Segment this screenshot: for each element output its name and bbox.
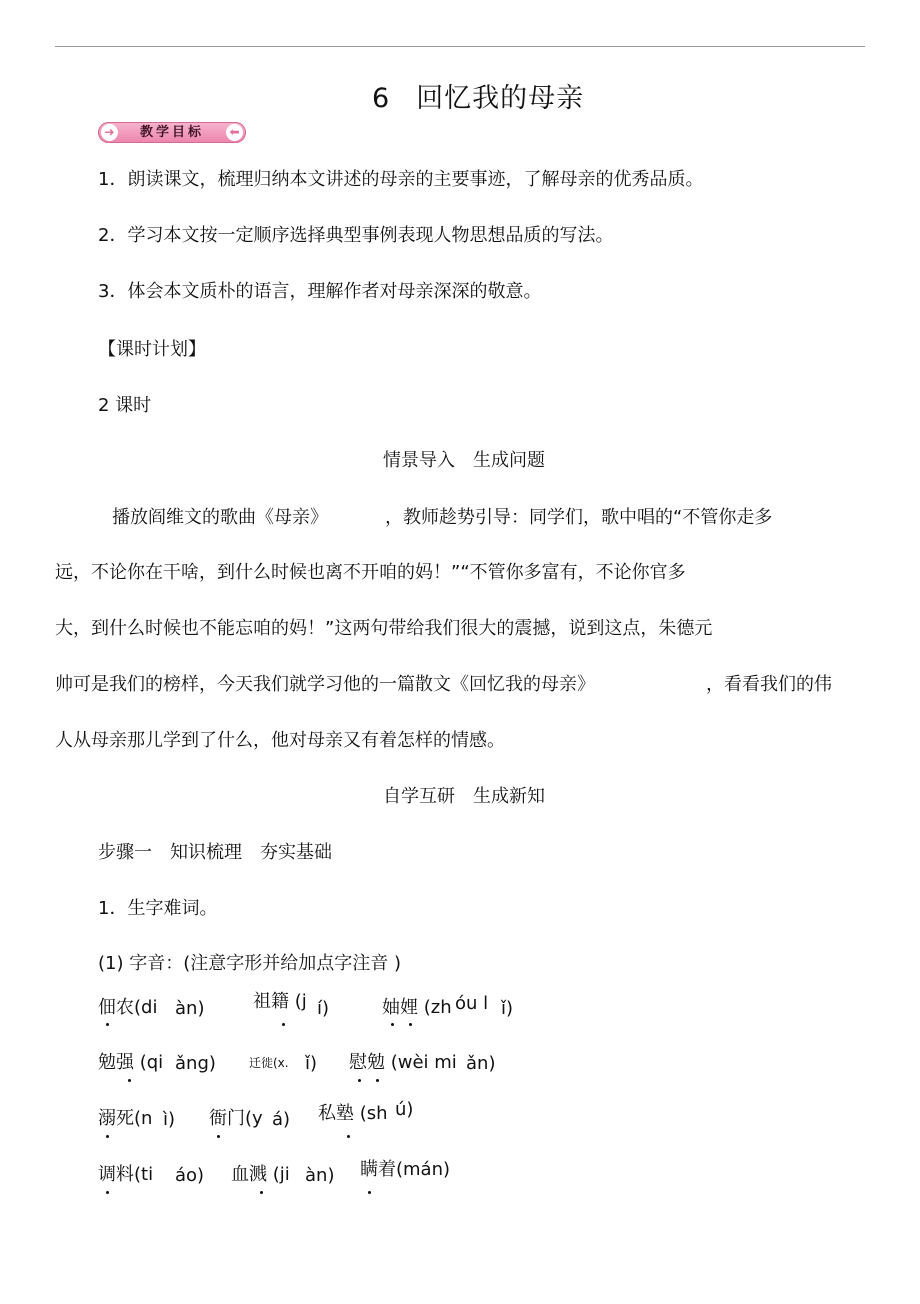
lesson-title [372, 76, 584, 115]
word-pinyin: àn) [175, 998, 205, 1019]
badge-label: 教学目标 [139, 125, 204, 140]
word-item: 溺死(n [98, 1108, 153, 1129]
word-pinyin: óu l [455, 993, 489, 1014]
lesson-title-text: 回忆我的母亲 [416, 83, 585, 114]
word-item: 妯娌 (zh [382, 997, 452, 1018]
section-heading-intro: 情景导入 生成问题 [383, 450, 545, 471]
lesson-number: 6 [372, 83, 391, 114]
emphasis-dot [106, 1135, 109, 1138]
emphasis-dot [128, 1079, 131, 1082]
word-pinyin: í) [317, 998, 330, 1019]
word-item: 佃农(di [98, 997, 158, 1018]
word-item: 迁徙(x. [249, 1056, 289, 1070]
goal-3: 3．体会本文质朴的语言，理解作者对母亲深深的敬意。 [98, 281, 542, 302]
intro-line: 人从母亲那儿学到了什么，他对母亲又有着怎样的情感。 [55, 730, 505, 751]
word-pinyin: ǎng) [175, 1053, 216, 1074]
intro-line: ，看看我们的伟 [706, 674, 832, 695]
item-vocabulary: 1．生字难词。 [98, 898, 218, 919]
emphasis-dot [409, 1023, 412, 1026]
word-pinyin: á) [272, 1109, 291, 1130]
word-item: 血溅 (ji [231, 1164, 290, 1185]
emphasis-dot [282, 1023, 285, 1026]
step-one-heading: 步骤一 知识梳理 夯实基础 [98, 842, 332, 863]
word-item: 调料(ti [98, 1164, 154, 1185]
goal-1: 1．朗读课文，梳理归纳本文讲述的母亲的主要事迹，了解母亲的优秀品质。 [98, 169, 704, 190]
word-pinyin: ú) [395, 1099, 414, 1120]
emphasis-dot [106, 1191, 109, 1194]
word-pinyin: ǐ) [501, 998, 514, 1019]
word-pinyin: ì) [163, 1109, 176, 1130]
header-rule [55, 46, 865, 47]
word-pinyin: ǎn) [466, 1053, 496, 1074]
emphasis-dot [358, 1079, 361, 1082]
intro-line: 大，到什么时候也不能忘咱的妈！”这两句带给我们很大的震撼，说到这点，朱德元 [55, 618, 713, 639]
word-item: 私塾 (sh [318, 1103, 388, 1124]
arrow-left-icon: ⬅ [226, 124, 243, 141]
arrow-right-icon: ➜ [101, 124, 118, 141]
intro-line: ，教师趁势引导：同学们，歌中唱的“不管你走多 [385, 507, 773, 528]
word-pinyin: ǐ) [305, 1053, 318, 1074]
word-item: 瞒着(mán) [360, 1159, 451, 1180]
sub-item-pronunciation: (1) 字音：(注意字形并给加点字注音 ) [98, 953, 401, 974]
goal-2: 2．学习本文按一定顺序选择典型事例表现人物思想品质的写法。 [98, 225, 614, 246]
intro-line: 播放阎维文的歌曲《母亲》 [112, 507, 328, 528]
emphasis-dot [368, 1191, 371, 1194]
emphasis-dot [347, 1135, 350, 1138]
word-item: 勉强 (qi [98, 1052, 164, 1073]
emphasis-dot [391, 1023, 394, 1026]
emphasis-dot [260, 1191, 263, 1194]
word-item: 慰勉 (wèi mi [349, 1052, 457, 1073]
plan-heading: 【课时计划】 [98, 339, 206, 360]
teaching-goals-badge [98, 122, 246, 143]
word-item: 祖籍 (j [253, 991, 307, 1012]
word-pinyin: áo) [175, 1165, 205, 1186]
intro-line: 帅可是我们的榜样，今天我们就学习他的一篇散文《回忆我的母亲》 [55, 674, 595, 695]
emphasis-dot [106, 1023, 109, 1026]
emphasis-dot [217, 1135, 220, 1138]
plan-value: 2 课时 [98, 395, 152, 416]
intro-line: 远，不论你在干啥，到什么时候也离不开咱的妈！”“不管你多富有，不论你官多 [55, 562, 686, 583]
word-pinyin: àn) [305, 1165, 335, 1186]
word-item: 衙门(y [209, 1108, 263, 1129]
section-heading-study: 自学互研 生成新知 [383, 786, 545, 807]
emphasis-dot [376, 1079, 379, 1082]
